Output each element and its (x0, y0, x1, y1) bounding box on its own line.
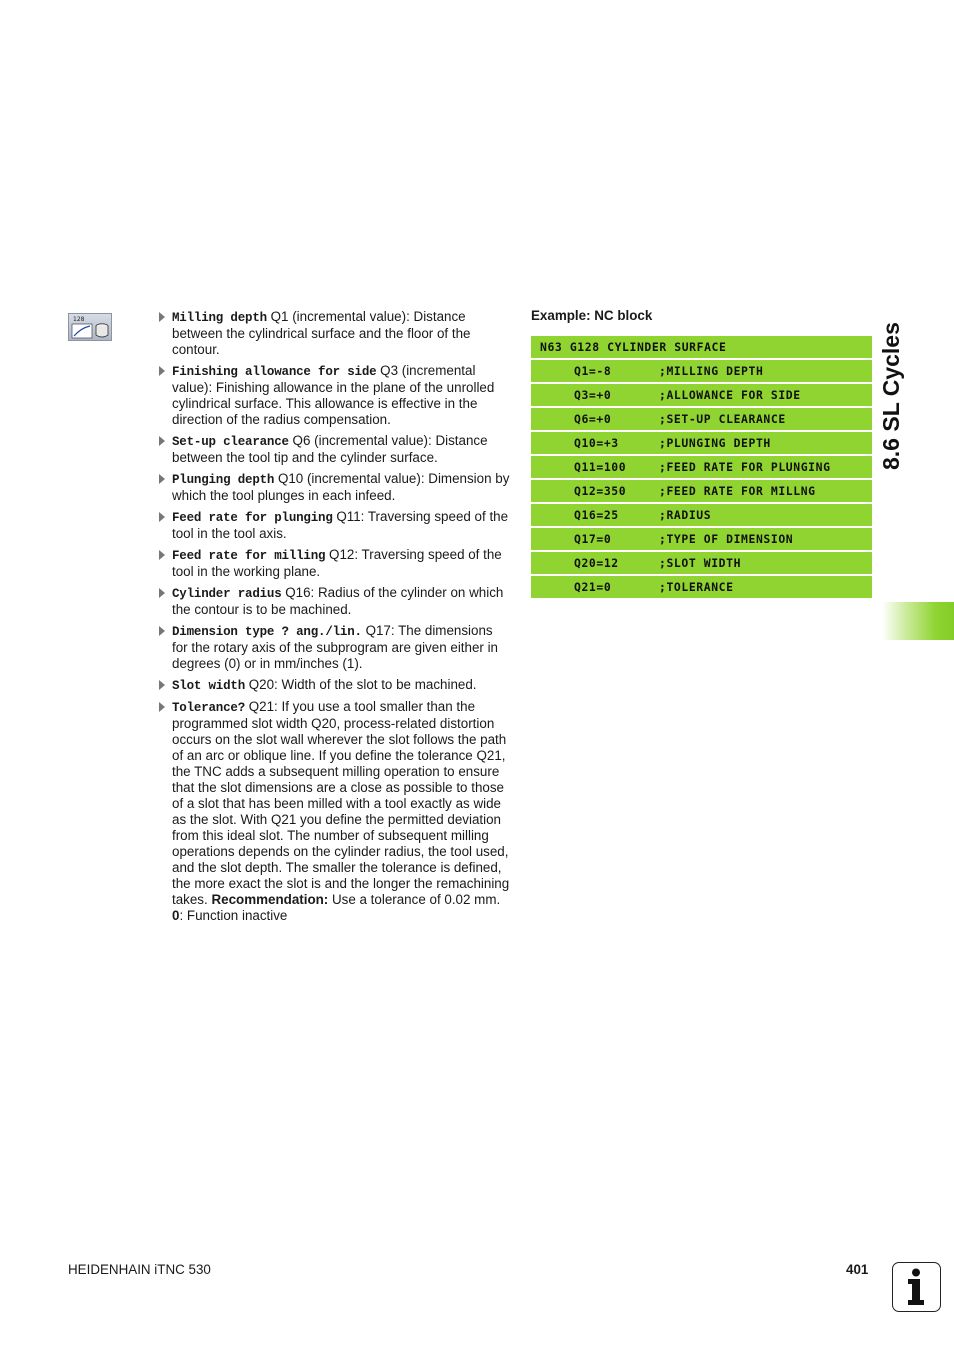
param-item (158, 509, 510, 542)
param-code: Milling depth (172, 311, 267, 325)
param-item (158, 623, 510, 672)
triangle-bullet-icon (159, 626, 165, 636)
param-text: Q1 (incremental value): Distance between the cylindrical surface and the floor of the contour. (172, 309, 471, 357)
param-text: Q11: Traversing speed of the tool in the tool axis. (172, 509, 509, 541)
recommendation-text: Use a tolerance of 0.02 mm. (328, 892, 501, 907)
chapter-tab (882, 602, 954, 640)
cylinder-surface-graphic (69, 314, 113, 342)
param-item (158, 471, 510, 504)
nc-param: Q12=350 (574, 484, 627, 498)
param-text: Q16: Radius of the cylinder on which the contour is to be machined. (172, 585, 504, 617)
param-text: Q20: Width of the slot to be machined. (245, 677, 477, 692)
page-number: 401 (846, 1262, 869, 1277)
nc-row (531, 480, 872, 502)
nc-param: Q21=0 (574, 580, 612, 594)
nc-comment: ;RADIUS (659, 508, 712, 522)
triangle-bullet-icon (159, 680, 165, 690)
footer-product: HEIDENHAIN iTNC 530 (68, 1262, 211, 1277)
cycle-number: 128 (73, 316, 85, 323)
param-code: Tolerance? (172, 701, 246, 715)
example-title: Example: NC block (531, 308, 653, 323)
param-code: Feed rate for plunging (172, 511, 333, 525)
chapter-title: 8.6 SL Cycles (878, 322, 904, 470)
param-code: Feed rate for milling (172, 549, 326, 563)
nc-comment: ;SET-UP CLEARANCE (659, 412, 786, 426)
param-text: Q12: Traversing speed of the tool in the working plane. (172, 547, 502, 579)
triangle-bullet-icon (159, 512, 165, 522)
param-code: Cylinder radius (172, 587, 282, 601)
recommendation-label: Recommendation: (211, 892, 329, 907)
param-item (158, 585, 510, 618)
nc-param: Q17=0 (574, 532, 612, 546)
param-item (158, 433, 510, 466)
nc-comment: ;TOLERANCE (659, 580, 734, 594)
nc-comment: ;SLOT WIDTH (659, 556, 742, 570)
param-item (158, 309, 510, 358)
nc-param: Q16=25 (574, 508, 619, 522)
param-text: Q10 (incremental value): Dimension by which the tool plunges in each infeed. (172, 471, 510, 503)
info-icon[interactable] (892, 1262, 941, 1312)
nc-param: Q11=100 (574, 460, 627, 474)
nc-row (531, 408, 872, 430)
nc-comment: ;MILLING DEPTH (659, 364, 764, 378)
triangle-bullet-icon (159, 588, 165, 598)
triangle-bullet-icon (159, 702, 165, 712)
param-text: Q17: The dimensions for the rotary axis of the subprogram are given either in degrees (0) or in mm/inches (1). (172, 623, 499, 671)
zero-value: 0 (172, 908, 180, 923)
triangle-bullet-icon (159, 312, 165, 322)
cycle-128-icon (68, 313, 112, 341)
nc-row (531, 384, 872, 406)
nc-row (531, 360, 872, 382)
nc-row (531, 432, 872, 454)
param-item (158, 363, 510, 428)
nc-row (531, 528, 872, 550)
triangle-bullet-icon (159, 436, 165, 446)
parameter-list (158, 309, 510, 929)
nc-param: Q3=+0 (574, 388, 612, 402)
nc-param: Q6=+0 (574, 412, 612, 426)
nc-row (531, 576, 872, 598)
nc-comment: ;FEED RATE FOR MILLNG (659, 484, 816, 498)
nc-row (531, 504, 872, 526)
info-glyph (893, 1263, 939, 1310)
param-item (158, 699, 510, 924)
triangle-bullet-icon (159, 550, 165, 560)
nc-header: N63 G128 CYLINDER SURFACE (540, 340, 727, 354)
param-code: Finishing allowance for side (172, 365, 377, 379)
param-text: Q21: If you use a tool smaller than the programmed slot width Q20, process-related distortion occurs on the slot wall wherever the slot follows the path of an arc or oblique line. If you define the tolerance Q21, the TNC adds a subsequent milling operation to ensure that the slot dimensions are a close as possible to those of a slot that has been milled with a tool exactly as wide as the slot. With Q21 you define the permitted deviation from this ideal slot. The number of subsequent milling operations depends on the cylinder radius, the tool used, and the slot depth. The smaller the tolerance is defined, the more exact the slot is and the longer the remachining takes. (172, 699, 510, 907)
param-code: Set-up clearance (172, 435, 289, 449)
param-code: Dimension type ? ang./lin. (172, 625, 362, 639)
nc-comment: ;PLUNGING DEPTH (659, 436, 771, 450)
nc-param: Q10=+3 (574, 436, 619, 450)
nc-comment: ;TYPE OF DIMENSION (659, 532, 794, 546)
nc-comment: ;FEED RATE FOR PLUNGING (659, 460, 831, 474)
param-item (158, 547, 510, 580)
param-text: Q3 (incremental value): Finishing allowance in the plane of the unrolled cylindrical surface. This allowance is effective in the direction of the radius compensation. (172, 363, 495, 427)
param-text: Q6 (incremental value): Distance between the tool tip and the cylinder surface. (172, 433, 488, 465)
zero-text: : Function inactive (179, 908, 288, 923)
param-code: Plunging depth (172, 473, 275, 487)
nc-param: Q1=-8 (574, 364, 612, 378)
nc-param: Q20=12 (574, 556, 619, 570)
param-item (158, 677, 510, 694)
nc-comment: ;ALLOWANCE FOR SIDE (659, 388, 801, 402)
triangle-bullet-icon (159, 474, 165, 484)
triangle-bullet-icon (159, 366, 165, 376)
nc-header-row (531, 336, 872, 358)
nc-block (531, 336, 872, 600)
nc-row (531, 552, 872, 574)
param-code: Slot width (172, 679, 246, 693)
nc-row (531, 456, 872, 478)
